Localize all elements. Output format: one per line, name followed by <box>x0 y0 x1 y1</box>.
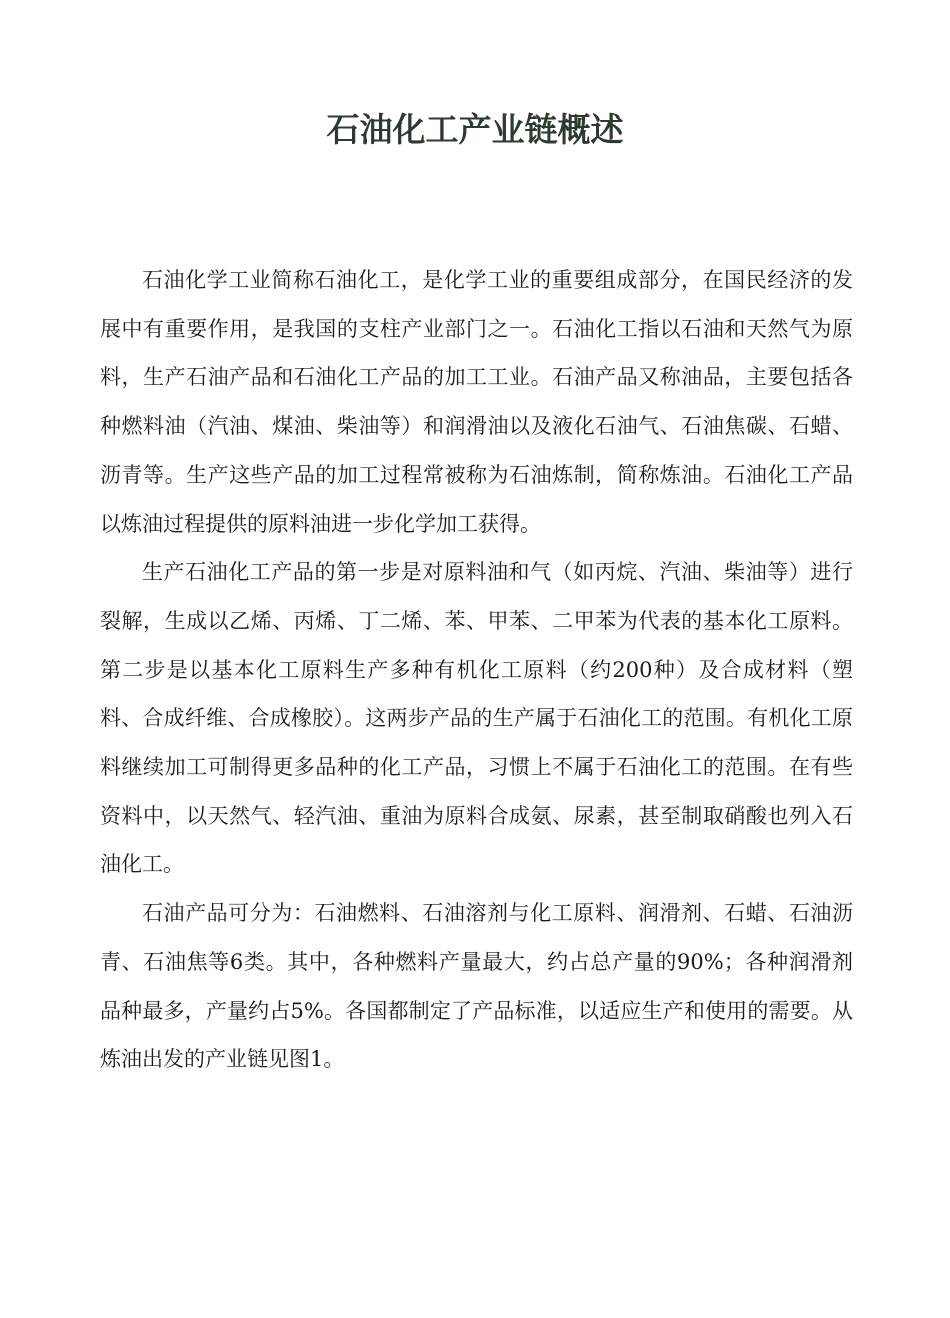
paragraph-overview: 石油化学工业简称石油化工，是化学工业的重要组成部分，在国民经济的发展中有重要作用，是我国的支柱产业部门之一。石油化工指以石油和天然气为原料，生产石油产品和石油化工产品的加工工业。石油产品又称油品，主要包括各种燃料油（汽油、煤油、柴油等）和润滑油以及液化石油气、石油焦碳、石蜡、沥青等。生产这些产品的加工过程常被称为石油炼制，简称炼油。石油化工产品以炼油过程提供的原料油进一步化学加工获得。 <box>100 268 853 536</box>
paragraph-product-categories: 石油产品可分为：石油燃料、石油溶剂与化工原料、润滑剂、石蜡、石油沥青、石油焦等6类。其中，各种燃料产量最大，约占总产量的90%；各种润滑剂品种最多，产量约占5%。各国都制定了产品标准，以适应生产和使用的需要。从炼油出发的产业链见图1。 <box>100 901 853 1072</box>
document-body <box>100 256 853 1084</box>
paragraph-production-steps: 生产石油化工产品的第一步是对原料油和气（如丙烷、汽油、柴油等）进行裂解，生成以乙烯、丙烯、丁二烯、苯、甲苯、二甲苯为代表的基本化工原料。第二步是以基本化工原料生产多种有机化工原料（约200种）及合成材料（塑料、合成纤维、合成橡胶）。这两步产品的生产属于石油化工的范围。有机化工原料继续加工可制得更多品种的化工产品，习惯上不属于石油化工的范围。在有些资料中，以天然气、轻汽油、重油为原料合成氨、尿素，甚至制取硝酸也列入石油化工。 <box>100 560 853 877</box>
document-title: 石油化工产业链概述 <box>326 110 624 149</box>
